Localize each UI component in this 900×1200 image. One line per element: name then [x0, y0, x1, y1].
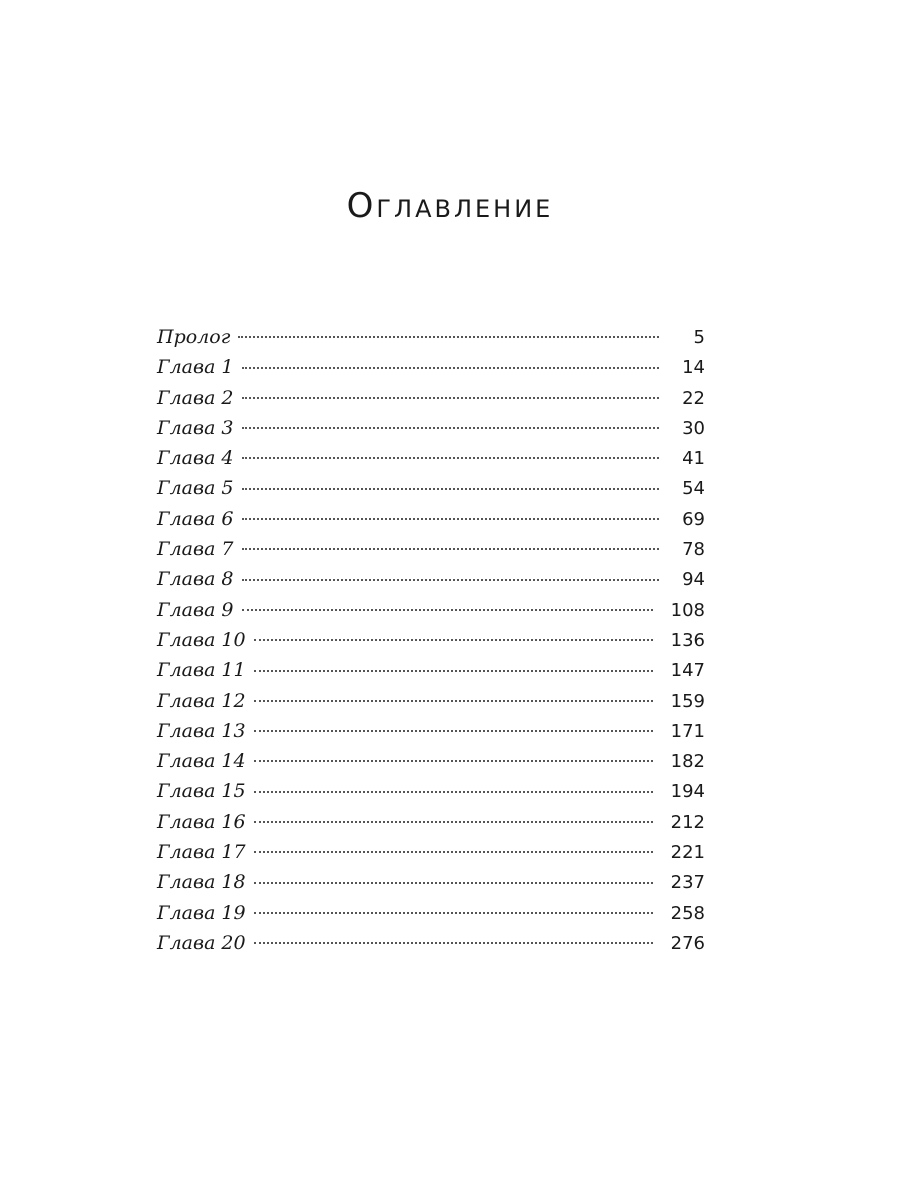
- toc-entry-page: 136: [670, 629, 705, 651]
- toc-entry-label: Глава 12: [157, 689, 246, 712]
- toc-entry-page: 171: [670, 720, 705, 742]
- dot-leader: [242, 397, 659, 399]
- toc-entry-label: Глава 4: [157, 447, 234, 470]
- dot-leader: [254, 942, 653, 944]
- toc-entry-label: Глава 9: [157, 598, 234, 621]
- toc-entry-chapter-17[interactable]: [157, 837, 705, 867]
- dot-leader: [254, 700, 653, 702]
- dot-leader: [254, 882, 653, 884]
- toc-entry-prologue[interactable]: [157, 322, 705, 352]
- dot-leader: [254, 912, 653, 914]
- dot-leader: [254, 730, 653, 732]
- dot-leader: [242, 518, 659, 520]
- dot-leader: [254, 821, 653, 823]
- toc-entry-page: 147: [670, 660, 705, 682]
- toc-entry-label: Глава 14: [157, 750, 246, 773]
- toc-entry-chapter-14[interactable]: [157, 746, 705, 776]
- toc-entry-chapter-2[interactable]: [157, 383, 705, 413]
- toc-entry-chapter-12[interactable]: [157, 686, 705, 716]
- toc-entry-page: 182: [670, 751, 705, 773]
- toc-entry-chapter-5[interactable]: [157, 473, 705, 503]
- toc-entry-label: Глава 5: [157, 477, 234, 500]
- toc-entry-chapter-11[interactable]: [157, 655, 705, 685]
- toc-entry-page: 94: [682, 569, 705, 591]
- table-of-contents: [157, 322, 705, 958]
- toc-entry-chapter-6[interactable]: [157, 504, 705, 534]
- toc-entry-label: Глава 1: [157, 356, 234, 379]
- toc-entry-page: 69: [682, 508, 705, 530]
- toc-entry-page: 276: [670, 932, 705, 954]
- dot-leader: [242, 548, 659, 550]
- toc-entry-chapter-7[interactable]: [157, 534, 705, 564]
- toc-entry-chapter-15[interactable]: [157, 776, 705, 806]
- dot-leader: [242, 488, 659, 490]
- toc-entry-chapter-10[interactable]: [157, 625, 705, 655]
- toc-entry-page: 212: [670, 811, 705, 833]
- toc-entry-page: 159: [670, 690, 705, 712]
- toc-entry-page: 54: [682, 478, 705, 500]
- dot-leader: [238, 336, 659, 338]
- toc-entry-page: 5: [693, 327, 705, 348]
- toc-entry-chapter-20[interactable]: [157, 928, 705, 958]
- toc-entry-label: Глава 17: [157, 841, 246, 864]
- toc-entry-page: 221: [670, 842, 705, 864]
- dot-leader: [254, 791, 653, 793]
- dot-leader: [254, 639, 653, 641]
- toc-entry-page: 194: [670, 781, 705, 803]
- dot-leader: [254, 851, 653, 853]
- toc-entry-label: Глава 2: [157, 386, 234, 409]
- page-title: Оглавление: [346, 186, 554, 226]
- toc-entry-chapter-4[interactable]: [157, 443, 705, 473]
- toc-entry-label: Глава 11: [157, 659, 246, 682]
- toc-entry-label: Глава 3: [157, 416, 234, 439]
- toc-entry-page: 78: [682, 539, 705, 561]
- toc-entry-chapter-16[interactable]: [157, 807, 705, 837]
- toc-entry-label: Глава 20: [157, 931, 246, 954]
- toc-entry-page: 30: [682, 417, 705, 439]
- toc-entry-page: 258: [670, 902, 705, 924]
- toc-entry-label: Глава 7: [157, 538, 234, 561]
- toc-entry-chapter-19[interactable]: [157, 898, 705, 928]
- toc-entry-page: 22: [682, 387, 705, 409]
- toc-entry-chapter-9[interactable]: [157, 595, 705, 625]
- dot-leader: [242, 367, 659, 369]
- dot-leader: [242, 579, 659, 581]
- toc-entry-label: Глава 6: [157, 507, 234, 530]
- toc-entry-label: Глава 19: [157, 901, 246, 924]
- toc-entry-label: Глава 18: [157, 871, 246, 894]
- toc-entry-chapter-3[interactable]: [157, 413, 705, 443]
- toc-entry-page: 237: [670, 872, 705, 894]
- dot-leader: [254, 760, 653, 762]
- toc-entry-page: 108: [670, 599, 705, 621]
- toc-entry-chapter-8[interactable]: [157, 564, 705, 594]
- toc-entry-label: Глава 16: [157, 810, 246, 833]
- toc-entry-label: Глава 10: [157, 628, 246, 651]
- dot-leader: [242, 609, 653, 611]
- toc-entry-label: Глава 15: [157, 780, 246, 803]
- dot-leader: [242, 427, 659, 429]
- toc-entry-chapter-1[interactable]: [157, 352, 705, 382]
- toc-entry-label: Пролог: [157, 326, 231, 348]
- toc-entry-label: Глава 13: [157, 719, 246, 742]
- toc-entry-page: 41: [682, 448, 705, 470]
- toc-entry-chapter-13[interactable]: [157, 716, 705, 746]
- toc-entry-chapter-18[interactable]: [157, 867, 705, 897]
- dot-leader: [242, 457, 659, 459]
- dot-leader: [254, 670, 653, 672]
- toc-entry-page: 14: [682, 357, 705, 379]
- toc-entry-label: Глава 8: [157, 568, 234, 591]
